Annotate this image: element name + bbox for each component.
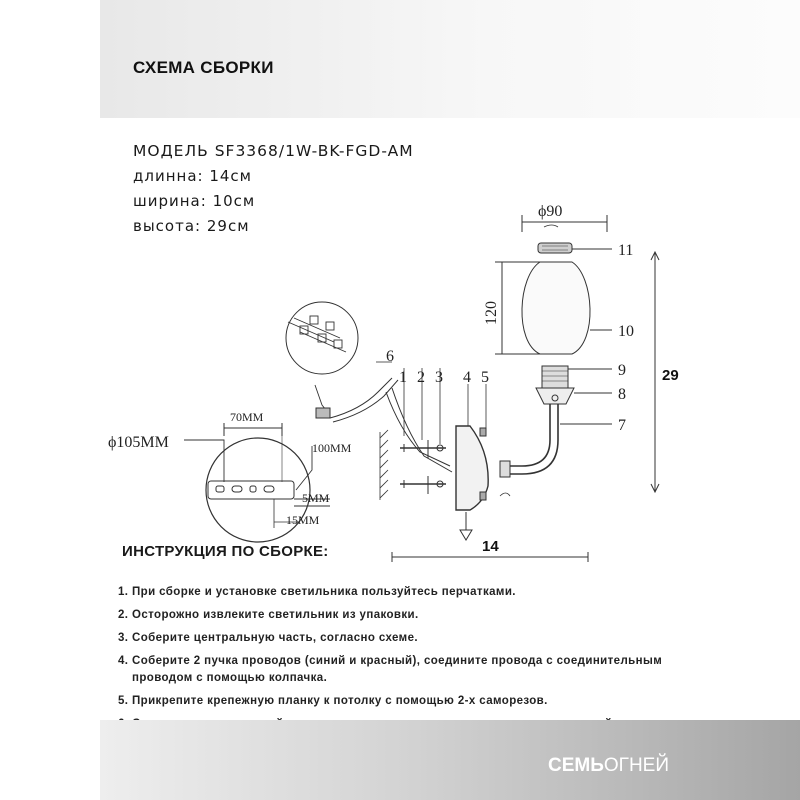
plate-width-label: 100MM xyxy=(312,441,352,455)
page-title: СХЕМА СБОРКИ xyxy=(133,58,274,77)
part-number-4: 4 xyxy=(463,369,471,386)
screws-group xyxy=(400,368,446,494)
cup-part xyxy=(536,388,574,404)
glass-shade-part xyxy=(522,262,590,354)
part-number-1: 1 xyxy=(399,369,407,386)
list-item: 4. Соберите 2 пучка проводов (синий и красный), соедините провода с соединительным проводом с помощью колпачка. xyxy=(118,655,663,684)
part-number-3: 3 xyxy=(435,369,443,386)
part-number-11: 11 xyxy=(618,242,634,259)
list-item: 2. Осторожно извлеките светильник из упаковки. xyxy=(118,609,419,621)
list-item: 1. При сборке и установке светильника пользуйтесь перчатками. xyxy=(118,586,516,598)
top-cap-part xyxy=(538,243,572,253)
footer-band xyxy=(100,720,800,800)
wire-bundle xyxy=(315,378,452,472)
spec-model: МОДЕЛЬ SF3368/1W-BK-FGD-AM xyxy=(133,142,414,160)
dim-5mm-label: 5MM xyxy=(302,491,330,505)
shade-diameter-label: ϕ90 xyxy=(538,203,563,220)
connector-detail-circle xyxy=(286,302,358,374)
socket-part xyxy=(542,366,568,388)
part-number-7: 7 xyxy=(618,417,626,434)
brand-part-2: ОГНЕЙ xyxy=(603,755,670,776)
part-number-9: 9 xyxy=(618,362,626,379)
list-item: 3. Соберите центральную часть, согласно схеме. xyxy=(118,632,418,644)
instructions-list xyxy=(118,584,758,739)
part-number-5: 5 xyxy=(481,369,489,386)
hole-spacing-label: 70MM xyxy=(230,410,264,424)
dim-15mm-label: 15MM xyxy=(286,513,320,527)
part-number-10: 10 xyxy=(618,323,634,340)
curved-arm-part xyxy=(508,404,550,466)
instructions-title: ИНСТРУКЦИЯ ПО СБОРКЕ: xyxy=(122,543,329,560)
spec-width: ширина: 10см xyxy=(133,192,256,210)
part-number-2: 2 xyxy=(417,369,425,386)
part-number-6: 6 xyxy=(386,348,394,365)
spec-height: высота: 29см xyxy=(133,217,250,235)
shade-diameter-dimension xyxy=(522,215,607,232)
list-item: 5. Прикрепите крепежную планку к потолку с помощью 2-х саморезов. xyxy=(118,695,548,707)
part-number-8: 8 xyxy=(618,386,626,403)
total-length-label: 14 xyxy=(482,538,499,555)
total-height-label: 29 xyxy=(662,367,679,384)
brand-logo xyxy=(548,755,669,777)
spec-length: длинна: 14см xyxy=(133,167,252,185)
brand-part-1: СЕМЬ xyxy=(548,755,604,776)
plate-diameter-label: ϕ105MM xyxy=(108,434,169,451)
wall-hatch xyxy=(380,430,388,500)
shade-height-label: 120 xyxy=(483,301,500,325)
